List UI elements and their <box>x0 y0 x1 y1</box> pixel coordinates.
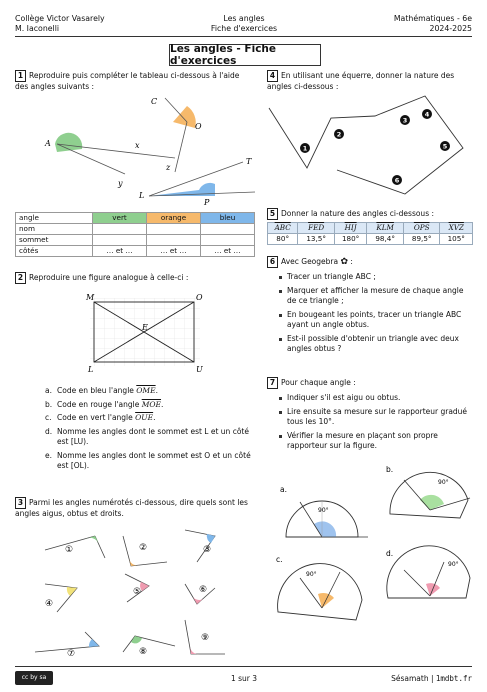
polyline <box>269 96 463 194</box>
ex4-statement <box>267 70 473 93</box>
ex1-text: Reproduire puis compléter le tableau ci-dessous à l'aide des angles suivants : <box>15 71 240 91</box>
value-ABC: 80° <box>268 234 298 245</box>
angle-FED: $\overline{FED}$ <box>298 223 335 234</box>
label-O2: O <box>196 293 203 302</box>
row-sommet: sommet <box>16 235 93 246</box>
ex7-number: 7 <box>267 377 278 389</box>
brand-name: Sésamath <box>391 674 429 683</box>
ex7-item: Indiquer s'il est aigu ou obtus. <box>277 393 473 404</box>
label-d: d. <box>386 549 394 558</box>
protractor-c <box>278 564 362 620</box>
label-E: E <box>142 323 148 332</box>
header-rule <box>15 36 472 37</box>
label-y: y <box>118 179 123 188</box>
ex6-list <box>277 272 473 358</box>
ex1-statement <box>15 70 255 93</box>
school-name: Collège Victor Vasarely <box>15 14 105 23</box>
ex6-number: 6 <box>267 256 278 268</box>
ex5-statement <box>267 208 473 220</box>
protractor-b <box>390 472 470 518</box>
svg-text:3: 3 <box>402 116 408 125</box>
ex6-item: Marquer et afficher la mesure de chaque angle de ce triangle ; <box>277 286 473 307</box>
ex2-item-b: b. Code en rouge l'angle $\overline{MOE}$. <box>45 399 164 409</box>
footer-rule <box>15 666 472 667</box>
ex2-item-d: d. Nomme les angles dont le sommet est L et un côté est [LU). <box>45 426 249 446</box>
page-number: 1 sur 3 <box>230 674 258 683</box>
label-3: ③ <box>203 545 212 555</box>
ex2-items <box>45 386 255 475</box>
svg-text:4: 4 <box>424 110 430 119</box>
header-center <box>193 14 295 34</box>
cell-cotes-orange: … et … <box>147 246 201 257</box>
row-cotes: côtés <box>16 246 93 257</box>
ex2-item-a: a. Code en bleu l'angle $\overline{OME}$. <box>45 386 158 395</box>
label-O: O <box>195 122 202 131</box>
label-9: ⑨ <box>201 633 210 643</box>
label-A: A <box>45 139 51 148</box>
label-8: ⑧ <box>139 647 148 657</box>
ex4-figure <box>267 94 473 202</box>
svg-text:90°: 90° <box>448 561 459 568</box>
label-7: ⑦ <box>67 649 76 659</box>
label-2: ② <box>139 543 148 553</box>
cell <box>201 235 255 246</box>
ex2-statement <box>15 272 255 284</box>
protractor-d <box>387 546 470 598</box>
svg-text:1: 1 <box>302 144 308 153</box>
header-right <box>394 14 472 34</box>
ex5-text: Donner la nature des angles ci-dessous : <box>281 209 435 218</box>
cell-cotes-vert: … et … <box>93 246 147 257</box>
angle-HIJ: $\overline{HIJ}$ <box>334 223 366 234</box>
angle-OPS: $\overline{OPS}$ <box>403 223 440 234</box>
brand-site[interactable]: 1mdbt.fr <box>435 674 472 683</box>
protractors <box>270 462 475 662</box>
ex7-statement <box>267 377 473 389</box>
cell <box>93 235 147 246</box>
ex4-number: 4 <box>267 70 278 82</box>
label-U: U <box>196 365 203 374</box>
ex2-number: 2 <box>15 272 26 284</box>
svg-text:90°: 90° <box>318 507 329 514</box>
label-6: ⑥ <box>199 585 208 595</box>
ex6-item: Tracer un triangle ABC ; <box>277 272 473 283</box>
ex4-text: En utilisant une équerre, donner la nature des angles ci-dessous : <box>267 71 455 91</box>
teacher-name: M. Iaconelli <box>15 24 60 33</box>
ray-ax <box>57 144 175 158</box>
ex6-item: Est-il possible d'obtenir un triangle avec deux angles obtus ? <box>277 334 473 355</box>
ex5-table <box>267 222 473 245</box>
label-z: z <box>166 163 171 172</box>
label-M: M <box>86 293 95 302</box>
angle-7-fill <box>89 639 99 647</box>
ex2-item-e: e. Nomme les angles dont le sommet est O et un côté est [OL). <box>45 450 251 470</box>
header-topic: Les angles <box>223 14 265 23</box>
header-level: Mathématiques - 6e <box>393 14 472 23</box>
ex7-item: Vérifier la mesure en plaçant son propre rapporteur sur la figure. <box>277 431 473 452</box>
footer-brand: Sésamath | 1mdbt.fr <box>391 674 472 683</box>
svg-text:6: 6 <box>394 176 400 185</box>
cell <box>93 224 147 235</box>
label-P: P <box>204 198 210 207</box>
ex2-text: Reproduire une figure analogue à celle-ci : <box>29 273 189 282</box>
ray-oz <box>175 122 187 172</box>
value-HIJ: 180° <box>334 234 366 245</box>
ex6-item: En bougeant les points, tracer un triangle ABC ayant un angle obtus. <box>277 310 473 331</box>
value-FED: 13,5° <box>298 234 335 245</box>
angle-1-fill <box>85 536 99 544</box>
ex7-text: Pour chaque angle : <box>281 378 356 387</box>
th-orange: orange <box>147 213 201 224</box>
geogebra-icon: ✿ <box>340 257 349 267</box>
ex3-statement <box>15 497 255 520</box>
ray-ay <box>57 144 125 174</box>
svg-text:90°: 90° <box>306 571 317 578</box>
label-1: ① <box>65 545 74 555</box>
value-OPS: 89,5° <box>403 234 440 245</box>
license-badge: cc by sa <box>15 671 53 685</box>
label-L2: L <box>88 365 94 374</box>
th-vert: vert <box>93 213 147 224</box>
svg-text:5: 5 <box>442 142 448 151</box>
orange-angle-fill <box>173 106 196 128</box>
ex7-item: Lire ensuite sa mesure sur le rapporteur gradué tous les 10°. <box>277 407 473 428</box>
ex2-item-c: c. Code en vert l'angle $\overline{OUE}$. <box>45 413 156 422</box>
angle-KLM: $\overline{KLM}$ <box>367 223 404 234</box>
cell <box>201 224 255 235</box>
ex6-statement: 6 Avec Geogebra ✿ : <box>267 256 473 268</box>
ex2-figure <box>84 288 214 378</box>
label-c: c. <box>276 555 283 564</box>
ex3-figure <box>15 522 255 662</box>
angle-XVZ: $\overline{XVZ}$ <box>440 223 473 234</box>
angle-8 <box>123 636 175 652</box>
ex1-table <box>15 212 255 257</box>
header-subtitle: Fiche d'exercices <box>210 24 278 33</box>
header-year: 2024-2025 <box>429 24 472 33</box>
cell <box>147 235 201 246</box>
label-4: ④ <box>45 599 54 609</box>
svg-text:2: 2 <box>336 130 342 139</box>
row-nom: nom <box>16 224 93 235</box>
ex5-number: 5 <box>267 208 278 220</box>
ex1-figure <box>15 92 260 207</box>
label-L: L <box>139 191 145 200</box>
ex6-text: Avec Geogebra <box>281 257 339 266</box>
th-angle: angle <box>16 213 93 224</box>
cell-cotes-bleu: … et … <box>201 246 255 257</box>
angle-ABC: $\overline{ABC}$ <box>268 223 298 234</box>
ex3-text: Parmi les angles numérotés ci-dessous, dire quels sont les angles aigus, obtus et droits. <box>15 498 248 518</box>
protractor-a <box>286 501 368 537</box>
ex1-number: 1 <box>15 70 26 82</box>
label-T: T <box>246 157 252 166</box>
cell <box>147 224 201 235</box>
label-b: b. <box>386 465 394 474</box>
label-C: C <box>151 97 158 106</box>
label-x: x <box>135 141 140 150</box>
label-a: a. <box>280 485 287 494</box>
value-KLM: 98,4° <box>367 234 404 245</box>
svg-text:90°: 90° <box>438 479 449 486</box>
page-title: Les angles - Fiche d'exercices <box>169 44 321 66</box>
th-bleu: bleu <box>201 213 255 224</box>
value-XVZ: 105° <box>440 234 473 245</box>
ex3-number: 3 <box>15 497 26 509</box>
ex7-list <box>277 393 473 455</box>
angle-9-fill <box>190 646 199 654</box>
label-5: ⑤ <box>133 587 142 597</box>
header-left <box>15 14 105 34</box>
